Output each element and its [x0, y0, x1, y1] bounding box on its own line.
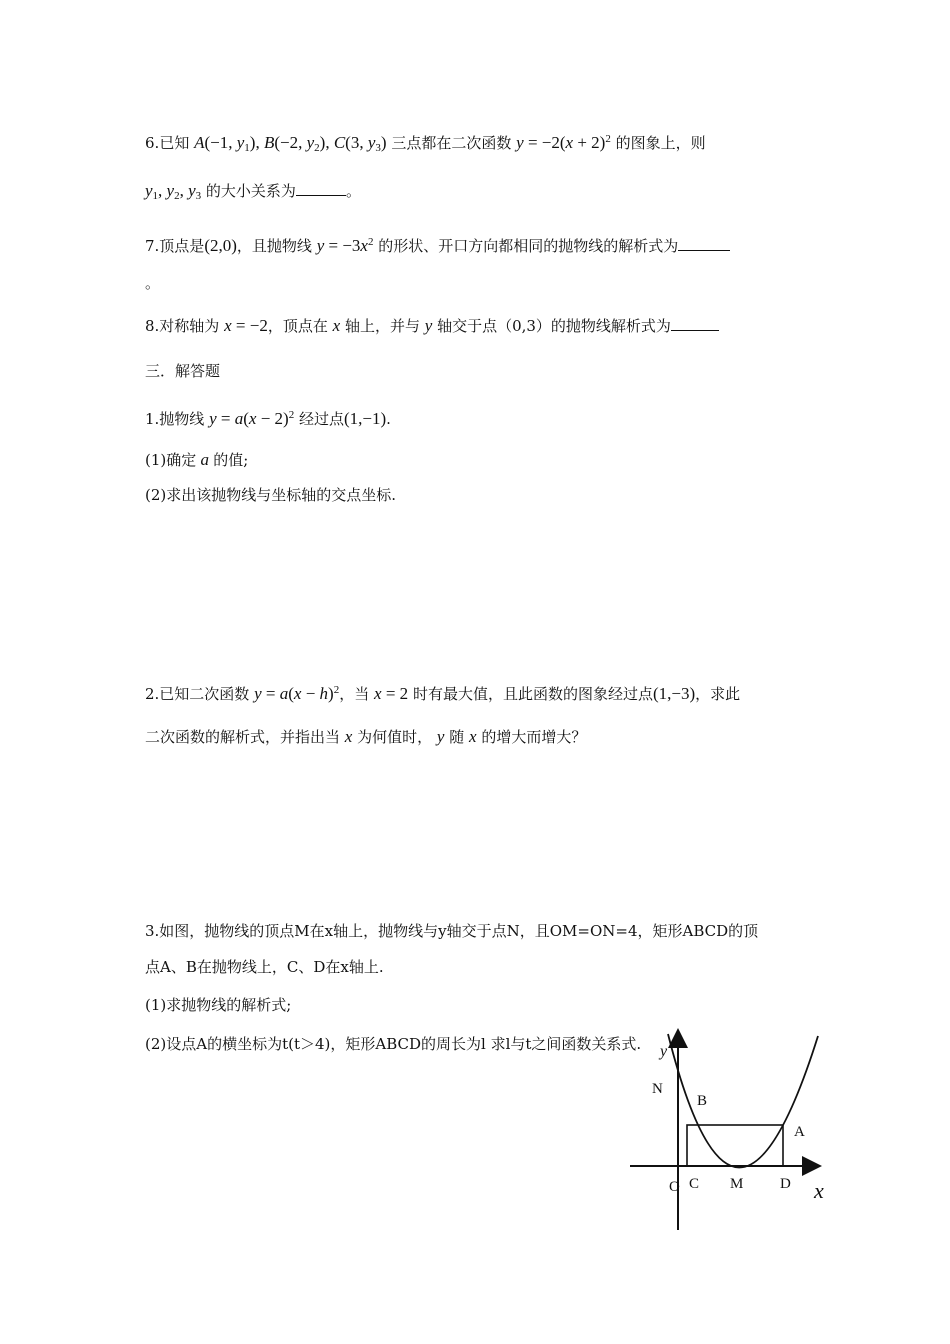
p2-line2: [145, 726, 586, 748]
p3-line1: 3.如图，抛物线的顶点M在x轴上，抛物线与y轴交于点N，且OM=ON=4，矩形ABCD的顶: [145, 922, 759, 940]
label-a: A: [794, 1124, 805, 1140]
p2-text-mid3: ，求此: [695, 685, 741, 703]
p2-x-var: x: [344, 727, 353, 746]
label-c: C: [689, 1176, 700, 1192]
q6-y-values-formula: $y_1$, $y_2$, $y_3$: [145, 181, 202, 202]
p2-line2-post: 的增大而增大？: [481, 728, 587, 746]
q6-text-pre: 已知: [159, 134, 190, 152]
q6-text-line2: 的大小关系为: [205, 182, 296, 200]
label-x: x: [814, 1178, 824, 1203]
p3-sub2: (2)设点A的横坐标为t(t＞4)，矩形ABCD的周长为l 求l与t之间函数关系式.: [145, 1035, 642, 1053]
q8-text-mid1: ，顶点在: [267, 317, 328, 335]
p2-text-mid2: 时有最大值，且此函数的图象经过点: [412, 685, 653, 703]
q6-number: 6.: [145, 134, 160, 152]
p2-line2-mid: 为何值时，: [357, 728, 433, 746]
q8-text-mid2: 轴上，并与: [344, 317, 420, 335]
p2-line2-mid2: 随: [449, 728, 465, 746]
label-o: O: [669, 1179, 680, 1195]
q8-text-post: 轴交于点（0,3）的抛物线解析式为: [437, 317, 671, 335]
label-b: B: [697, 1093, 708, 1109]
p1-text-mid: 经过点: [298, 410, 344, 428]
p1-end-mark: .: [386, 410, 391, 428]
p3-line2: 点A、B在抛物线上，C、D在x轴上.: [145, 958, 384, 976]
label-y: y: [660, 1043, 668, 1060]
q7-end-mark: 。: [145, 274, 161, 292]
q6-answer-blank[interactable]: [296, 181, 346, 196]
p1-parabola-formula: $y = a(x - 2)^2$: [209, 409, 295, 428]
label-n: N: [652, 1081, 663, 1097]
q7-vertex-point: (2,0): [204, 236, 237, 255]
p1-a-var: a: [196, 450, 214, 469]
label-m: M: [730, 1176, 744, 1192]
p2-line1: [145, 679, 740, 705]
q6-function-formula: $y = -2(x + 2)^2$: [516, 133, 611, 152]
q8-y-var: y: [424, 316, 433, 335]
q7-line1: [145, 231, 730, 257]
p1-sub1-pre: (1)确定: [145, 451, 197, 469]
q8-answer-blank[interactable]: [671, 316, 719, 331]
q7-text-post: 的形状、开口方向都相同的抛物线的解析式为: [378, 237, 679, 255]
q7-line2: [145, 272, 160, 294]
q8-line: [145, 315, 719, 337]
parabola-figure: [620, 1020, 840, 1235]
q6-points-formula: A(−1, $y_1$), B(−2, $y_2$), C(3, $y_3$): [194, 133, 387, 154]
p2-line2-pre: 二次函数的解析式，并指出当: [145, 728, 341, 746]
parabola-curve: [668, 1034, 818, 1168]
q8-x-var: x: [332, 316, 341, 335]
q7-parabola-formula: $y = -3x^2$: [316, 236, 374, 255]
p1-point: (1,−1): [344, 409, 387, 428]
q8-text-pre: 8.对称轴为: [145, 317, 220, 335]
p1-sub1-post: 的值;: [213, 451, 249, 469]
p2-function-formula: $y = a(x - h)^2$: [254, 684, 340, 703]
q6-line2: [145, 180, 361, 207]
q6-text-post: 的图象上，则: [615, 134, 706, 152]
q8-axis-formula: x = −2: [224, 316, 268, 335]
p2-text-pre: 2.已知二次函数: [145, 685, 250, 703]
q7-answer-blank[interactable]: [678, 236, 730, 251]
p1-text-pre: 1.抛物线: [145, 410, 205, 428]
p2-y-var: y: [436, 727, 445, 746]
label-d: D: [780, 1176, 791, 1192]
p2-x-var-2: x: [469, 727, 477, 746]
p2-point: (1,−3): [652, 684, 696, 703]
section-title: 三．解答题: [145, 362, 221, 380]
q6-text-mid: 三点都在二次函数: [391, 134, 512, 152]
q7-text-mid: ，且抛物线: [236, 237, 312, 255]
p2-x-eq-formula: x = 2: [374, 684, 409, 703]
q6-end-mark: 。: [345, 182, 361, 200]
p3-sub1: (1)求抛物线的解析式;: [145, 996, 292, 1014]
p1-sub2: (2)求出该抛物线与坐标轴的交点坐标.: [145, 486, 397, 504]
p1-line1: [145, 404, 391, 430]
p2-text-mid1: ，当: [339, 685, 370, 703]
q7-text-pre: 7.顶点是: [145, 237, 205, 255]
q6-line1: [145, 128, 706, 159]
p1-sub1: [145, 449, 248, 471]
